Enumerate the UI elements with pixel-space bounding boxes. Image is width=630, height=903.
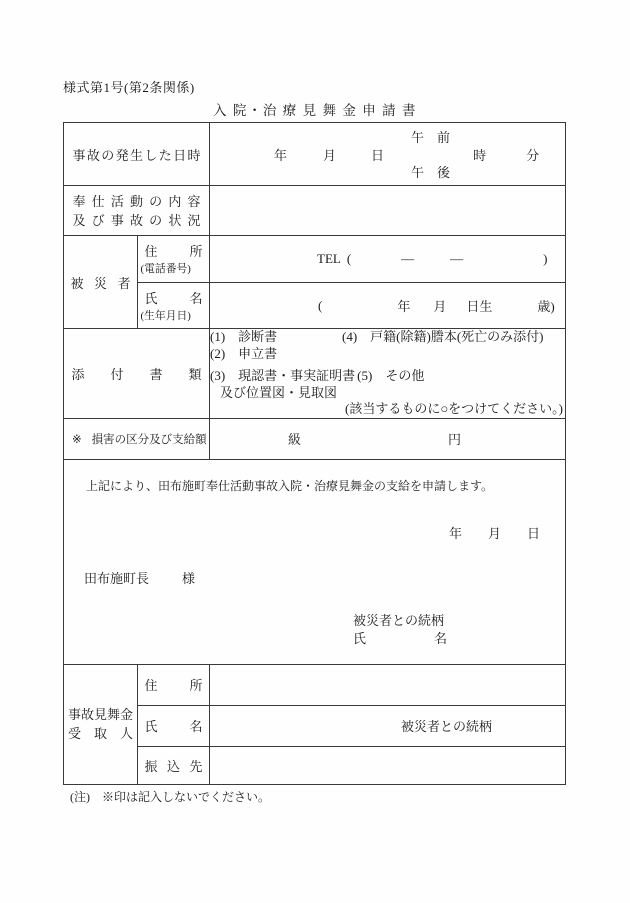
recipient-name-label: 氏名: [144, 719, 203, 734]
applicant-signature-block: [353, 612, 447, 648]
victim-address-label: 住所: [144, 244, 203, 259]
birth-month-unit: 月: [433, 299, 447, 314]
activity-label-line2: 及び事故の状況: [72, 212, 201, 228]
attachments-label: 添付書類: [71, 366, 202, 382]
attachments-list-cell: [210, 329, 566, 419]
row-attachments: [64, 329, 566, 419]
tel-dash-2: —: [450, 251, 464, 266]
footnote: (注) ※印は記入しないでください。: [70, 790, 270, 804]
recipient-label-line2: 受取人: [68, 726, 133, 741]
birth-age-unit: 歳): [537, 299, 555, 314]
page-title: 入 院・治 療 見 舞 金 申 請 書: [213, 103, 417, 118]
form-number: 様式第1号(第2条関係): [63, 80, 195, 95]
victim-birthdate-sublabel: (生年月日): [140, 309, 191, 322]
attachments-label-cell: [64, 329, 210, 419]
grade-unit: 級: [288, 432, 302, 447]
recipient-address-value-cell: [210, 664, 566, 705]
addressee-line: [84, 568, 195, 587]
applicant-name-label: 氏名: [353, 631, 447, 646]
row-recipient-name: [64, 705, 566, 746]
addressee-honorific: 様: [182, 571, 196, 586]
tel-dash-1: —: [401, 251, 415, 266]
attachment-item-4: (4) 戸籍(除籍)謄本(死亡のみ添付): [342, 329, 544, 344]
row-activity-description: [64, 186, 566, 236]
am-pm-selector: [411, 127, 450, 181]
row-victim-address: [64, 236, 566, 283]
reference-mark: ※: [72, 433, 82, 446]
recipient-name-label-cell: [138, 705, 210, 746]
yen-unit: 円: [448, 432, 462, 447]
row-victim-name: [64, 283, 566, 329]
recipient-label-line1: 事故見舞金: [68, 707, 134, 722]
attachment-item-1: (1) 診断書: [210, 329, 278, 344]
birth-paren-open: (: [318, 297, 323, 313]
victim-name-value-cell: [210, 283, 566, 329]
tel-paren-open: (: [346, 251, 352, 266]
application-date: 年 月 日: [448, 526, 540, 541]
accident-datetime-label-cell: [64, 123, 210, 186]
row-recipient-bank: [64, 746, 566, 784]
row-recipient-address: [64, 664, 566, 705]
recipient-address-label: 住所: [144, 678, 203, 693]
application-statement: 上記により、田布施町奉仕活動事故入院・治療見舞金の支給を申請します。: [86, 479, 494, 493]
attachment-item-3: (3) 現認書・事実証明書: [210, 368, 356, 383]
attachment-item-3b: 及び位置図・見取図: [220, 384, 338, 400]
year-unit: 年: [274, 147, 288, 163]
victim-phone-sublabel: (電話番号): [140, 263, 191, 275]
applicant-relation-label: 被災者との続柄: [353, 613, 445, 628]
victim-name-label-cell: [138, 283, 210, 329]
recipient-address-label-cell: [138, 664, 210, 705]
month-unit: 月: [323, 147, 337, 163]
victim-label-cell: [64, 236, 138, 329]
application-form-table: [63, 122, 566, 785]
victim-name-label: 氏名: [144, 290, 203, 306]
victim-address-value-cell: [210, 236, 566, 283]
am-label: 午 前: [411, 130, 451, 145]
row-damage-classification: [64, 418, 566, 459]
recipient-bank-value-cell: [210, 746, 566, 784]
recipient-bank-label: 振込先: [144, 758, 203, 774]
tel-paren-close: ): [543, 251, 548, 266]
birth-day-unit: 日生: [466, 299, 493, 314]
victim-address-label-cell: [138, 236, 210, 283]
damage-label: 損害の区分及び支給額: [91, 433, 207, 446]
recipient-label-cell: [64, 664, 138, 784]
victim-label: 被災者: [70, 275, 131, 291]
application-statement-cell: [64, 459, 566, 664]
pm-label: 午 後: [411, 165, 451, 180]
minute-unit: 分: [526, 147, 540, 163]
attachment-item-2: (2) 申立書: [210, 345, 278, 361]
activity-value-cell: [210, 186, 566, 236]
tel-label: TEL: [317, 251, 341, 266]
day-unit: 日: [371, 147, 385, 163]
damage-value-cell: [210, 418, 566, 459]
accident-datetime-label: 事故の発生した日時: [72, 147, 201, 163]
activity-label-cell: [64, 186, 210, 236]
damage-label-cell: [64, 418, 210, 459]
row-accident-datetime: [64, 123, 566, 186]
addressee-name: 田布施町長: [84, 571, 150, 586]
accident-datetime-value-cell: [210, 123, 566, 186]
attachment-item-5: (5) その他: [357, 368, 425, 383]
recipient-name-value-cell: [210, 705, 566, 746]
activity-label-line1: 奉仕活動の内容: [72, 193, 201, 209]
recipient-bank-label-cell: [138, 746, 210, 784]
attachments-circle-note: (該当するものに○をつけてください。): [344, 401, 563, 416]
recipient-relation-label: 被災者との続柄: [401, 719, 493, 734]
hour-unit: 時: [473, 147, 487, 163]
birth-year-unit: 年: [397, 299, 411, 314]
row-application-statement: [64, 459, 566, 664]
